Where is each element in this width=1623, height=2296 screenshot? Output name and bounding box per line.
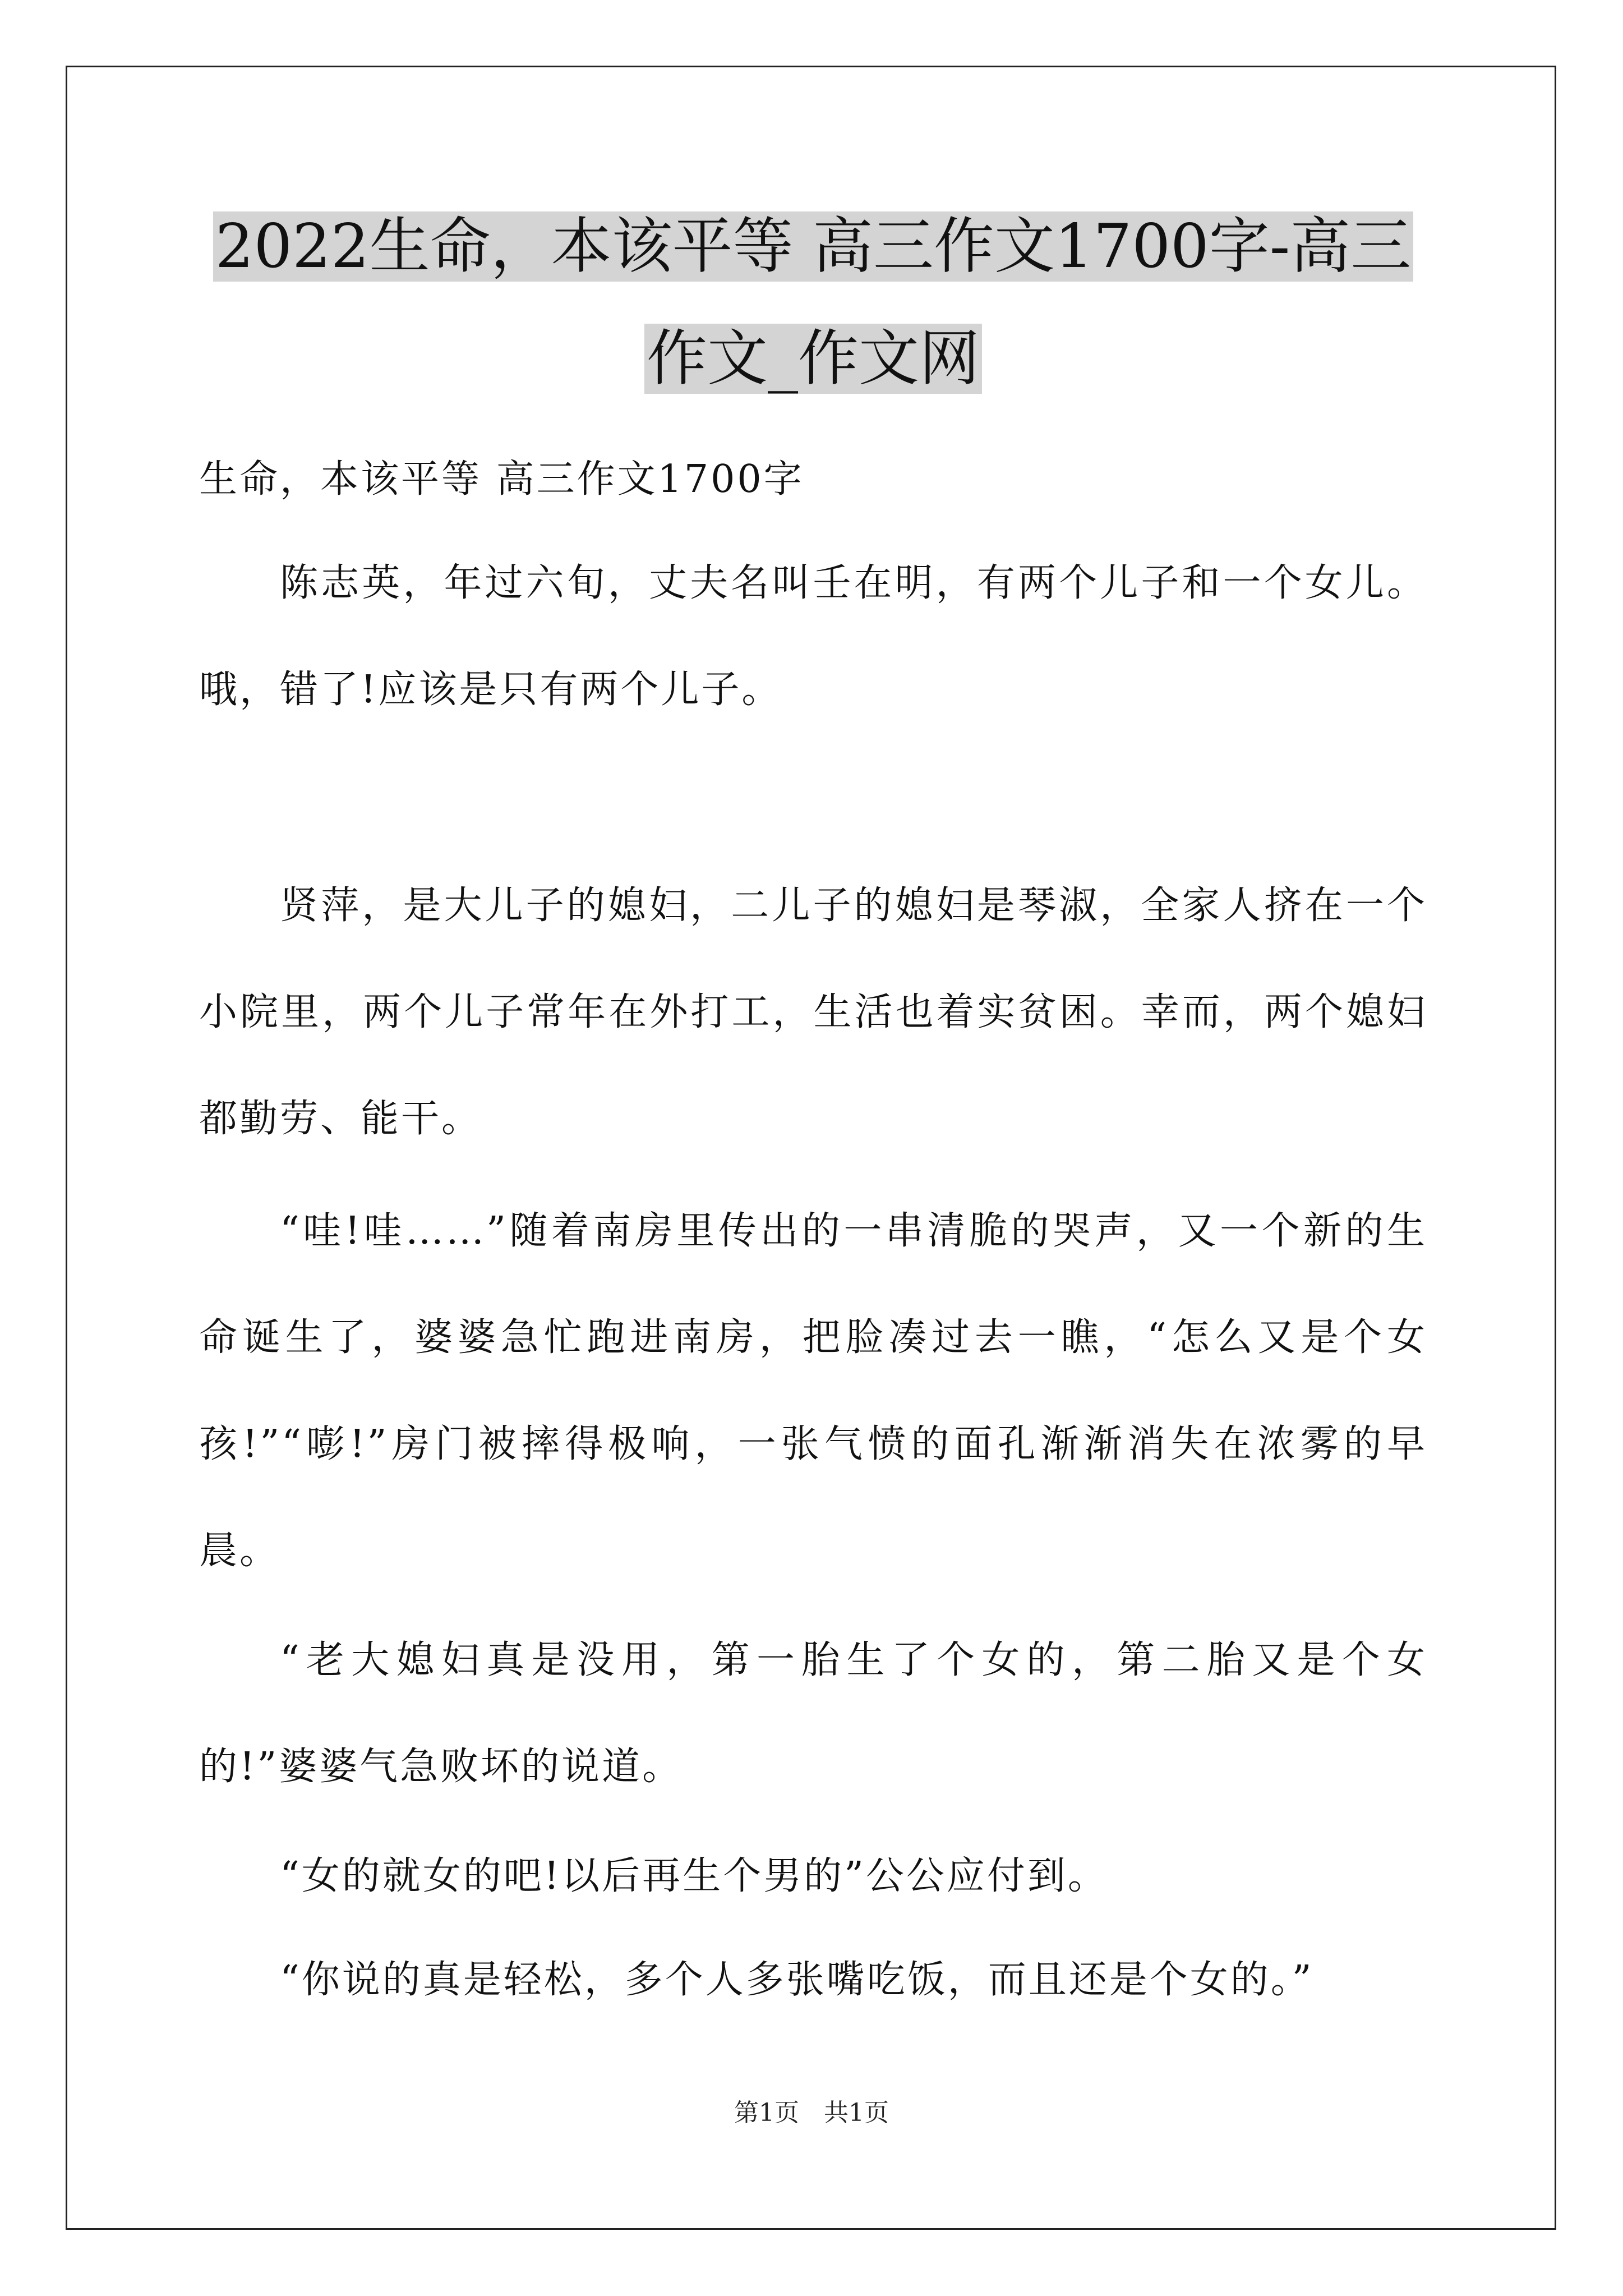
document-title	[191, 191, 1436, 415]
paragraph-6: “你说的真是轻松，多个人多张嘴吃饭，而且还是个女的。”	[280, 1958, 1314, 2002]
document-subtitle: 生命，本该平等 高三作文1700字	[199, 457, 804, 501]
paragraph-2: 贤萍，是大儿子的媳妇，二儿子的媳妇是琴淑，全家人挤在一个小院里，两个儿子常年在外打工，生活也着实贫困。幸而，两个媳妇都勤劳、能干。	[199, 884, 1427, 1141]
paragraph-5: “女的就女的吧!以后再生个男的”公公应付到。	[280, 1854, 1108, 1898]
document-title-text: 2022生命，本该平等 高三作文1700字-高三作文_作文网	[213, 211, 1414, 394]
page-footer: 第1页 共1页	[734, 2099, 889, 2127]
paragraph-4: “老大媳妇真是没用，第一胎生了个女的，第二胎又是个女的!”婆婆气急败坏的说道。	[199, 1638, 1427, 1789]
paragraph-1: 陈志英，年过六旬，丈夫名叫壬在明，有两个儿子和一个女儿。哦，错了!应该是只有两个儿子。	[199, 561, 1427, 712]
paragraph-3: “哇!哇……”随着南房里传出的一串清脆的哭声，又一个新的生命诞生了，婆婆急忙跑进南房，把脸凑过去一瞧，“怎么又是个女孩!”“嘭!”房门被摔得极响，一张气愤的面孔渐渐消失在浓雾的早晨。	[199, 1209, 1427, 1573]
